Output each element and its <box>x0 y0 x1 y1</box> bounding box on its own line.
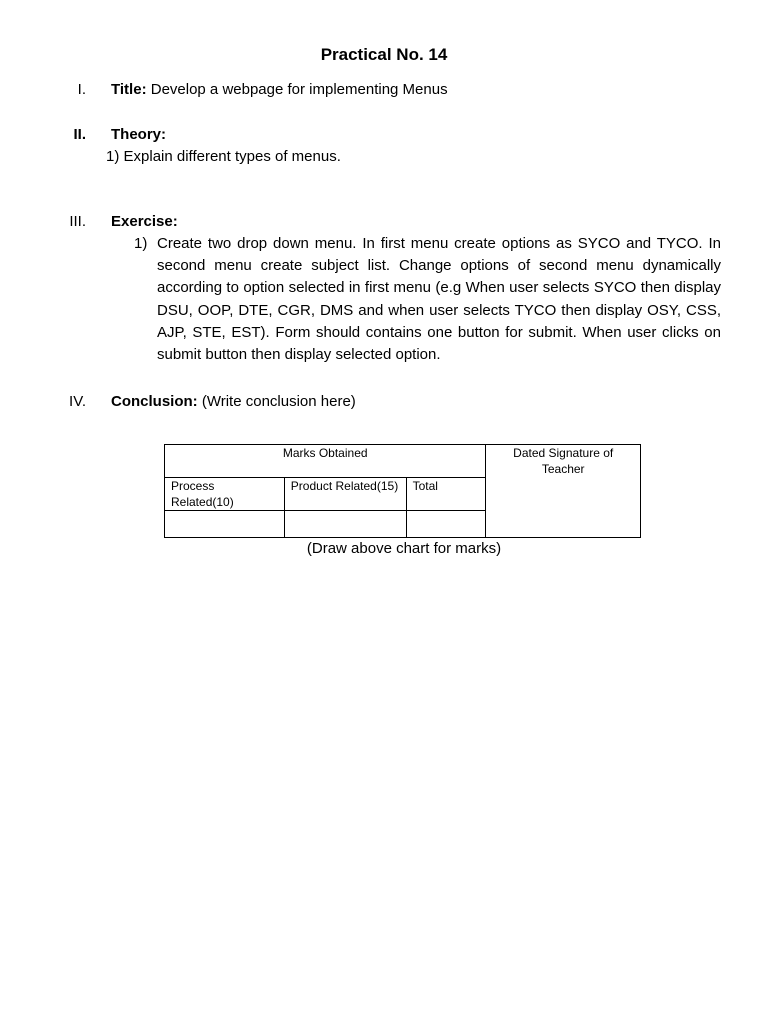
section-label: Title: <box>111 81 147 98</box>
section-numeral: I. <box>77 81 86 98</box>
section-label: Theory: <box>111 126 167 143</box>
section-text: Develop a webpage for implementing Menus <box>146 81 448 98</box>
section-numeral: III. <box>69 213 86 230</box>
table-caption: (Draw above chart for marks) <box>306 540 502 557</box>
table-row <box>165 445 641 478</box>
product-related-cell <box>284 511 406 538</box>
section-label: Conclusion: <box>111 393 198 410</box>
theory-item <box>106 146 341 168</box>
marks-table <box>164 444 641 538</box>
marks-obtained-header: Marks Obtained <box>165 445 486 478</box>
dated-signature-header: Dated Signature of Teacher <box>486 445 641 538</box>
section-numeral: IV. <box>69 393 86 410</box>
total-header: Total <box>406 478 486 511</box>
section-label: Exercise: <box>111 213 178 230</box>
page-title: Practical No. 14 <box>320 45 448 64</box>
process-related-header: Process Related(10) <box>165 478 285 511</box>
exercise-item-text: Create two drop down menu. In first menu create options as SYCO and TYCO. In second menu create subject list. Change options of second menu dynamically according to option selected in first menu (e.g When user selects SYCO then display DSU, OOP, DTE, CGR, DMS and when user selects TYCO then display OSY, CSS, AJP, STE, EST). Form should contains one button for submit. When user clicks on submit button then display selected option. <box>157 235 721 364</box>
theory-item-text: Explain different types of menus. <box>123 148 341 165</box>
theory-item-number: 1) <box>106 148 120 165</box>
section-text: (Write conclusion here) <box>197 393 356 410</box>
section-body <box>111 79 448 101</box>
section-numeral: II. <box>73 126 86 143</box>
section-body <box>111 391 356 413</box>
product-related-header: Product Related(15) <box>284 478 406 511</box>
total-cell <box>406 511 486 538</box>
process-related-cell <box>165 511 285 538</box>
exercise-item-number: 1) <box>134 235 148 252</box>
